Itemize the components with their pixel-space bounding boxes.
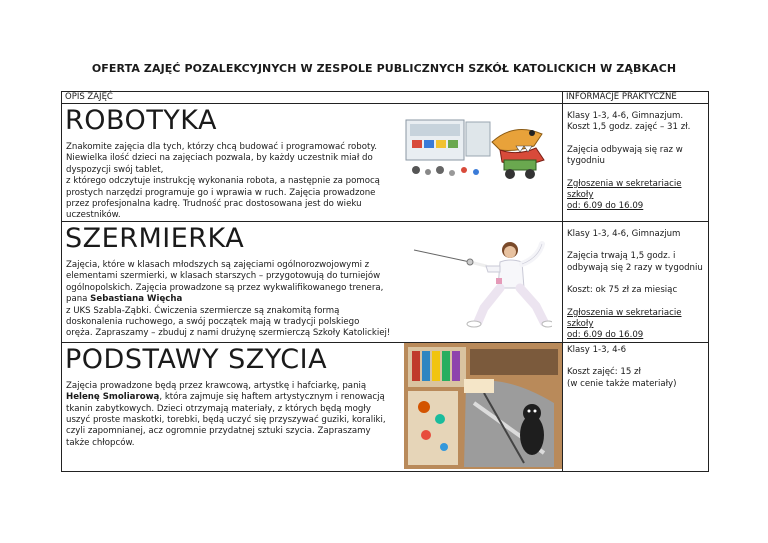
text-line: tkanin zabytkowych. Dzieci otrzymają materiały, z których będą mogły: [66, 403, 371, 414]
info-line: Koszt: ok 75 zł za miesiąc: [567, 285, 678, 296]
info-line: Klasy 1-3, 4-6, Gimnazjum: [567, 229, 681, 239]
text-line: także chłopców.: [66, 437, 135, 448]
fencing-info-cell: [563, 222, 709, 343]
info-line: Koszt zajęć: 15 zł: [567, 367, 641, 378]
robotics-info-cell: [563, 104, 709, 222]
registration-link[interactable]: Zgłoszenia w sekretariacie szkoły: [567, 307, 682, 330]
text-line: [66, 392, 406, 403]
text-fragment: , która zajmuje się haftem artystycznym i renowacją: [159, 392, 385, 403]
text-line: Znakomite zajęcia dla tych, którzy chcą budować i programować roboty.: [66, 142, 377, 152]
fencing-description-cell: [62, 222, 563, 343]
text-line: Zajęcia prowadzone będą przez krawcową, artystkę i hafciarkę, panią: [66, 380, 367, 391]
section-description: [66, 260, 406, 340]
sewing-description-cell: [62, 342, 563, 471]
text-line: prostych narzędzi programuje go i wprawia w ruch. Zajęcia prowadzone: [66, 187, 376, 198]
text-line: Niewielka ilość dzieci na zajęciach pozwala, by każdy uczestnik miał do: [66, 153, 373, 164]
text-line: elementami szermierki, w klasach starszych – przygotowują do turniejów: [66, 271, 381, 282]
section-row-fencing: [62, 222, 709, 343]
text-line: przez profesjonalna kadrę. Trudność prac dostosowana jest do wieku: [66, 199, 362, 210]
header-description: OPIS ZAJĘĆ: [62, 92, 563, 104]
text-line: [66, 294, 406, 305]
section-row-robotics: [62, 104, 709, 222]
info-line: Klasy 1-3, 4-6, Gimnazjum.: [567, 111, 684, 121]
text-line: z którego odczytuje instrukcję wykonania robota, a następnie za pomocą: [66, 176, 380, 187]
text-line: uczestników.: [66, 210, 121, 221]
info-line: Koszt 1,5 godz. zajęć – 31 zł.: [567, 122, 691, 133]
registration-dates[interactable]: od: 6.09 do 16.09: [567, 330, 644, 341]
fencer-image: [412, 232, 552, 332]
info-line: (w cenie także materiały): [567, 378, 677, 389]
info-line: tygodniu: [567, 156, 605, 167]
section-description: [66, 142, 396, 222]
section-title: SZERMIERKA: [65, 223, 245, 254]
section-title: ROBOTYKA: [65, 105, 217, 136]
sewing-image: [404, 343, 562, 469]
robotics-description-cell: [62, 104, 563, 222]
registration-link[interactable]: Zgłoszenia w sekretariacie szkoły: [567, 178, 682, 201]
text-line: czyli zapomnianej, acz ogromnie przydatnej sztuki szycia. Zapraszamy: [66, 426, 371, 437]
text-line: ogólnopolskich. Zajęcia prowadzone są przez wykwalifikowanego trenera,: [66, 282, 384, 293]
document-title: OFERTA ZAJĘĆ POZALEKCYJNYCH W ZESPOLE PUBLICZNYCH SZKÓŁ KATOLICKICH W ZĄBKACH: [91, 62, 677, 75]
info-line: Klasy 1-3, 4-6: [567, 344, 627, 355]
sewing-info-cell: [563, 342, 709, 471]
section-description: [66, 381, 406, 449]
text-line: uszyć proste maskotki, torebki, będą uczyć się przyszywać guziki, koraliki,: [66, 415, 386, 426]
text-line: Zajęcia, które w klasach młodszych są zajęciami ogólnorozwojowymi z: [66, 260, 370, 270]
section-row-sewing: [62, 342, 709, 471]
info-line: Zajęcia odbywają się raz w: [567, 144, 683, 155]
info-line: odbywają się 2 razy w tygodniu: [567, 262, 703, 273]
trainer-name: Sebastiana Więcha: [90, 294, 183, 305]
text-line: dyspozycji swój tablet,: [66, 164, 164, 175]
text-line: oręża. Zapraszamy – zbuduj z nami drużynę szermierczą Szkoły Katolickiej!: [66, 328, 391, 339]
registration-dates[interactable]: od: 6.09 do 16.09: [567, 201, 644, 212]
header-practical-info: INFORMACJE PRAKTYCZNE: [563, 92, 709, 104]
offer-table: [61, 91, 709, 472]
text-line: z UKS Szabla-Ząbki. Ćwiczenia szermiercze są znakomitą formą: [66, 305, 340, 316]
header-row: [62, 92, 709, 104]
text-line: doskonalenia ruchowego, a swój początek mają w tradycji polskiego: [66, 317, 360, 328]
robot-kit-image: [404, 116, 554, 182]
info-line: Zajęcia trwają 1,5 godz. i: [567, 251, 676, 262]
section-title: PODSTAWY SZYCIA: [65, 343, 328, 375]
instructor-name: Helenę Smoliarową: [66, 392, 160, 403]
text-fragment: pana: [66, 294, 91, 305]
